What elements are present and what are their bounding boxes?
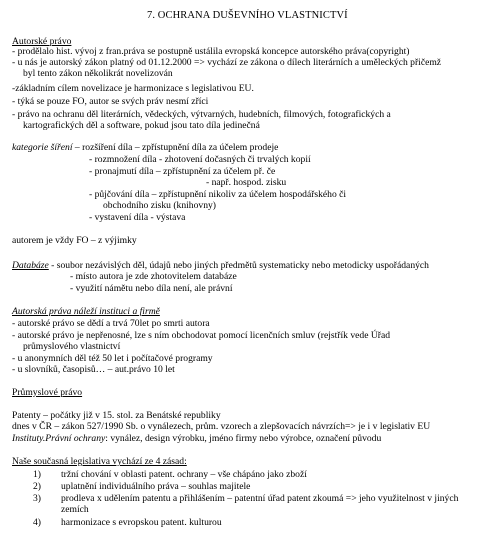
- text-line: - u slovníků, časopisů… – aut.právo 10 let: [12, 364, 175, 375]
- list-number: 2): [33, 481, 41, 492]
- instituty-label: Instituty.Právní ochrany: [12, 433, 106, 444]
- text-line: kartografických děl a software, pokud jsou tato díla jedinečná: [23, 120, 260, 131]
- list-item: uplatnění individuálního práva – souhlas majitele: [61, 481, 251, 492]
- kategorie-item: - např. hospod. zisku: [206, 177, 287, 188]
- text-line: - autorské právo se dědí a trvá 70let po smrti autora: [12, 318, 210, 329]
- text-line: - autorské právo je nepřenosné, lze s ním obchodovat pomocí licenčních smluv (rejstřík vede Úřad: [12, 330, 391, 341]
- kategorie-item: - vystavení díla - výstava: [89, 212, 186, 223]
- kategorie-label: kategorie šíření: [12, 142, 73, 153]
- databaze-item: - místo autora je zde zhotovitelem databáze: [70, 271, 237, 282]
- kategorie-first: – rozšíření díla – zpřístupnění díla za účelem prodeje: [72, 142, 279, 153]
- list-number: 3): [33, 493, 41, 504]
- databaze-line: [12, 260, 429, 271]
- autorem-line: autorem je vždy FO – z výjimky: [12, 235, 137, 246]
- section-heading-zasady: Naše současná legislativa vychází ze 4 zásad:: [12, 456, 187, 467]
- page-title: 7. OCHRANA DUŠEVNÍHO VLASTNICTVÍ: [147, 10, 348, 21]
- section-heading-autorske-pravo: Autorské právo: [12, 36, 72, 47]
- text-line: byl tento zákon několikrát novelizován: [23, 68, 173, 79]
- kategorie-line: [12, 142, 278, 153]
- kategorie-item: - rozmnožení díla - zhotovení dočasných či trvalých kopií: [89, 154, 311, 165]
- databaze-label: Databáze: [12, 260, 49, 271]
- databaze-item: - využití námětu nebo díla není, ale právní: [70, 283, 233, 294]
- text-line: dnes v ČR – zákon 527/1990 Sb. o vynálezech, prům. vzorech a zlepšovacích návrzích=> je i v legislativ EU: [12, 421, 431, 432]
- list-item: prodleva x udělením patentu a přihlášením – patentní úřad patent zkoumá => jeho využitelnost v jiných: [61, 493, 459, 504]
- list-item-continuation: zemích: [61, 504, 89, 515]
- text-line: průmyslového vlastnictví: [23, 341, 121, 352]
- text-line: - právo na ochranu děl literárních, vědeckých, výtvarných, hudebních, filmových, fotografických a: [12, 109, 391, 120]
- list-item: harmonizace s evropskou patent. kulturou: [61, 517, 222, 528]
- section-heading-instituce: Autorská práva náleží instituci a firmě: [12, 306, 160, 317]
- list-item: tržní chování v oblasti patent. ochrany – vše chápáno jako zboží: [61, 469, 307, 480]
- kategorie-item: - půjčování díla – zpřístupnění nikoliv za účelem hospodářského či: [89, 189, 347, 200]
- section-heading-prumyslove: Průmyslové právo: [12, 387, 83, 398]
- text-line: - prodělalo hist. vývoj z fran.práva se postupně ustálila evropská koncepce autorského práva(copyright): [12, 46, 410, 57]
- instituty-rest: : vynález, design výrobku, jméno firmy nebo výrobce, označení původu: [105, 433, 382, 444]
- text-line: - u nás je autorský zákon platný od 01.12.2000 => vychází ze zákona o dílech literárních a uměleckých přičemž: [12, 57, 442, 68]
- databaze-first: - soubor nezávislých děl, údajů nebo jiných předmětů systematicky nebo metodicky uspořádaných: [48, 260, 429, 271]
- instituty-line: [12, 433, 381, 444]
- list-number: 1): [33, 469, 41, 480]
- text-line: -základním cílem novelizace je harmonizace s legislativou EU.: [12, 83, 254, 94]
- kategorie-item: obchodního zisku (knihovny): [103, 200, 216, 211]
- text-line: - u anonymních děl též 50 let i počítačové programy: [12, 353, 213, 364]
- text-line: - týká se pouze FO, autor se svých práv nesmí zříci: [12, 96, 209, 107]
- text-line: Patenty – počátky již v 15. stol. za Benátské republiky: [12, 410, 221, 421]
- list-number: 4): [33, 517, 41, 528]
- kategorie-item: - pronajmutí díla – zpřístupnění za účelem př. če: [89, 166, 276, 177]
